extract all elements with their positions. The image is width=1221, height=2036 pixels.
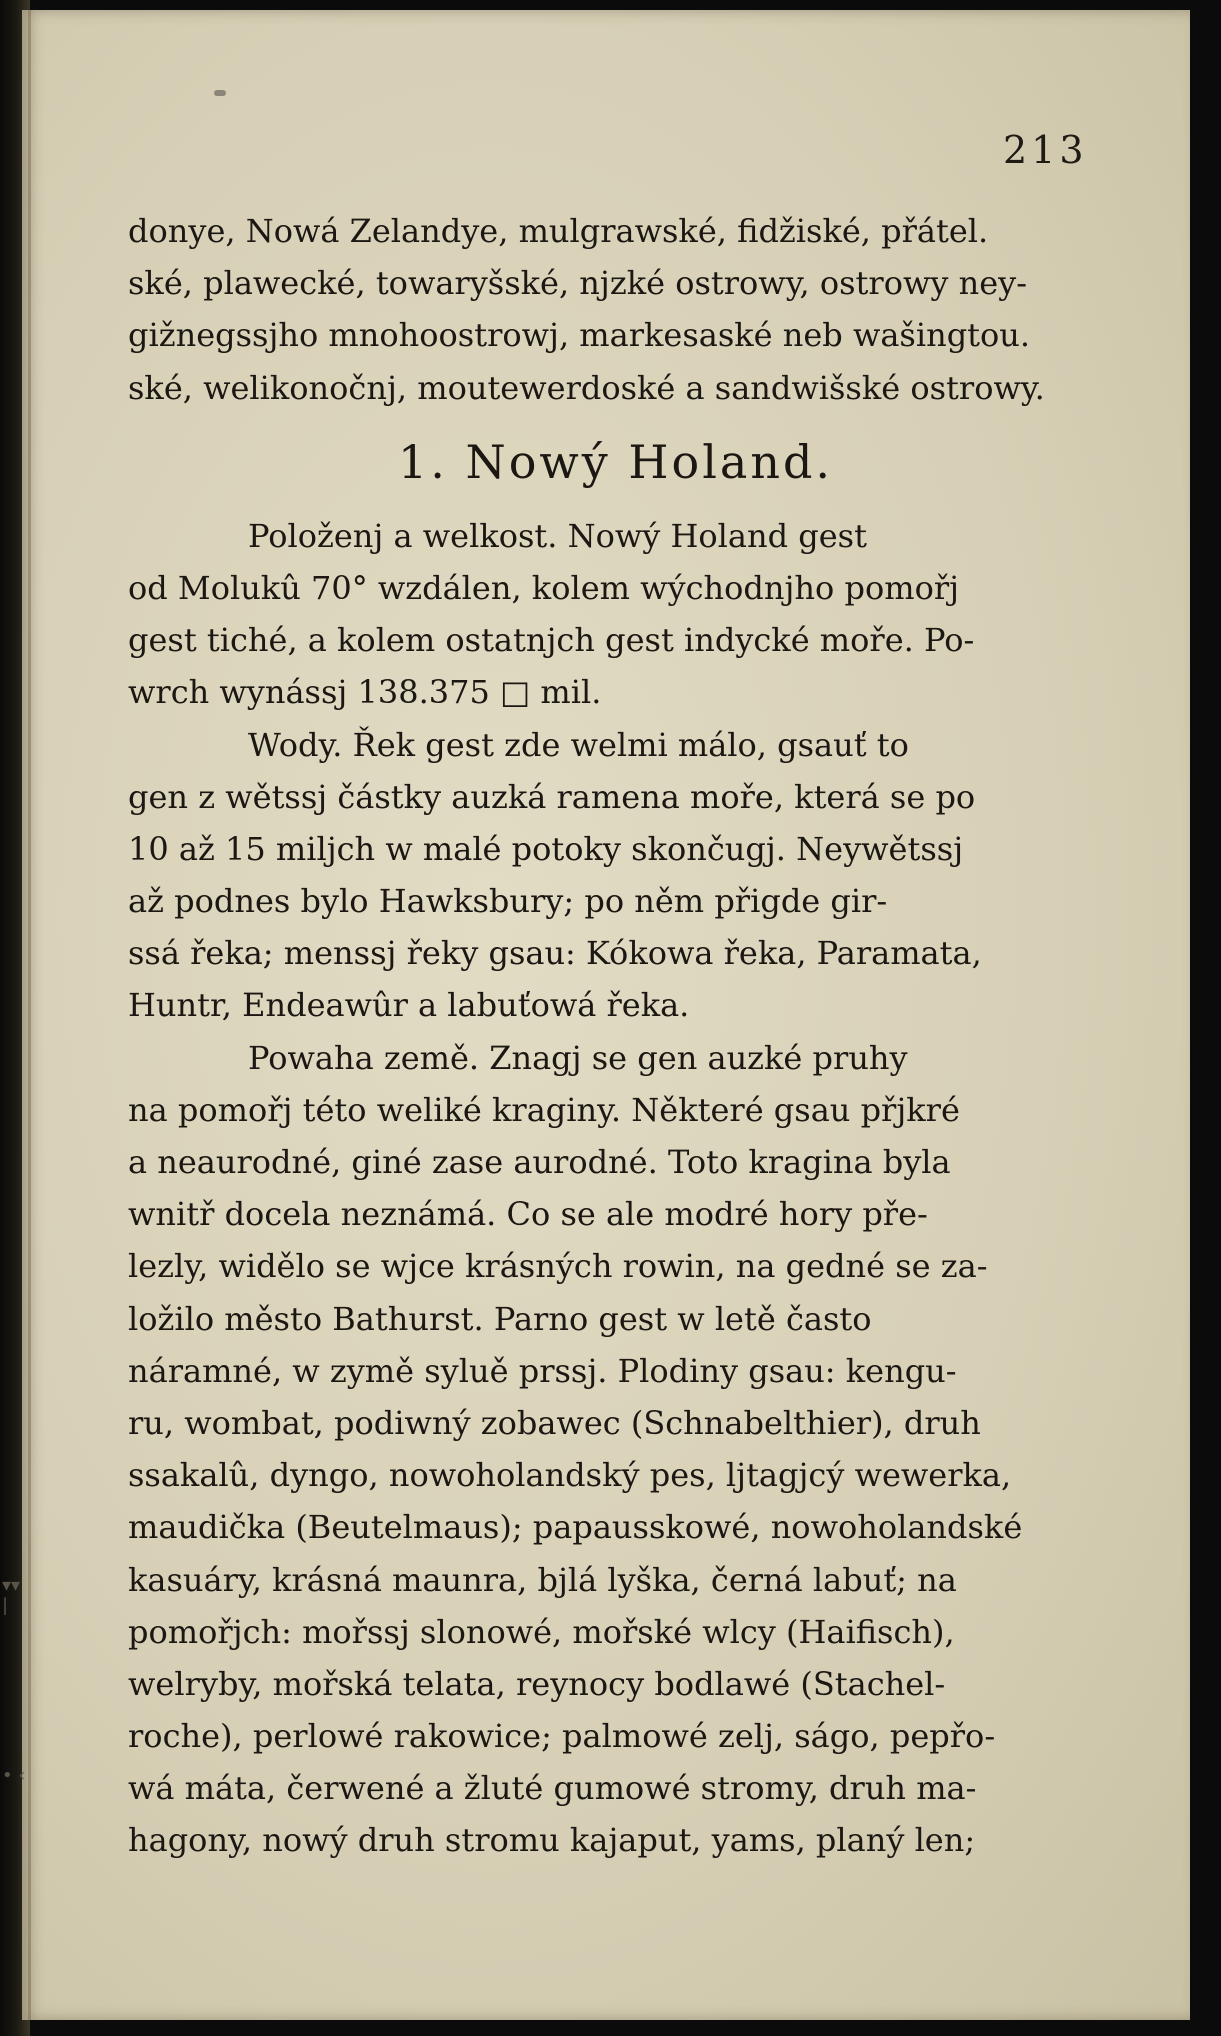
text-line: gen z wětssj částky auzká ramena moře, která se po (128, 777, 976, 816)
text-line: kasuáry, krásná maunra, bjlá lyška, černá labuť; na (128, 1560, 957, 1599)
page-number: 213 (1003, 128, 1088, 172)
paragraph-first-line: Položenj a welkost. Nowý Holand gest (248, 516, 867, 555)
margin-mark: | (2, 1595, 9, 1616)
text-line: a neaurodné, giné zase aurodné. Toto kragina byla (128, 1143, 951, 1181)
paper-speck (214, 90, 226, 96)
text-line: welryby, mořská telata, reynocy bodlawé (Stachel- (128, 1664, 946, 1703)
text-line: wnitř docela neznámá. Co se ale modré hory pře- (128, 1195, 928, 1234)
margin-mark: • ‹ (2, 1765, 26, 1786)
text-line: pomořjch: mořssj slonowé, mořské wlcy (Haifisch), (128, 1612, 955, 1651)
text-line: na pomořj této weliké kraginy. Některé gsau přjkré (128, 1090, 960, 1129)
text-line: gižnegssjho mnohoostrowj, markesaské neb wašingtou. (128, 316, 1031, 355)
book-page (22, 10, 1190, 2020)
text-line: ru, wombat, podiwný zobawec (Schnabelthier), druh (128, 1403, 981, 1442)
text-line: ské, plawecké, towaryšské, njzké ostrowy, ostrowy ney- (128, 264, 1028, 303)
page-fold (28, 10, 31, 2020)
page-text (128, 205, 1093, 1867)
section-title: 1. Nowý Holand. (397, 434, 834, 489)
margin-mark: ▾▾ (2, 1575, 21, 1596)
text-line: wrch wynássj 138.375 □ mil. (128, 673, 602, 712)
text-line: hagony, nowý druh stromu kajaput, yams, planý len; (128, 1821, 976, 1860)
text-line: roche), perlowé rakowice; palmowé zelj, ságo, pepřo- (128, 1717, 996, 1756)
text-line: náramné, w zymě syluě prssj. Plodiny gsau: kengu- (128, 1351, 957, 1390)
text-line: Huntr, Endeawûr a labuťowá řeka. (128, 986, 690, 1025)
text-line: gest tiché, a kolem ostatnjch gest indycké moře. Po- (128, 621, 975, 660)
text-line: 10 až 15 miljch w malé potoky skončugj. Neywětssj (128, 829, 964, 868)
text-line: donye, Nowá Zelandye, mulgrawské, fidžiské, přátel. (128, 212, 989, 250)
text-line: maudička (Beutelmaus); papausskowé, nowoholandské (128, 1508, 1023, 1547)
text-line: od Molukû 70° wzdálen, kolem wýchodnjho pomořj (128, 568, 960, 607)
text-line: lezly, widělo se wjce krásných rowin, na gedné se za- (128, 1247, 988, 1286)
text-line: wá máta, čerwené a žluté gumowé stromy, druh ma- (128, 1769, 977, 1808)
paragraph-first-line: Powaha země. Znagj se gen auzké pruhy (248, 1038, 908, 1077)
text-line: až podnes bylo Hawksbury; po něm přigde gir- (128, 882, 888, 921)
text-line: ložilo město Bathurst. Parno gest w letě často (128, 1299, 872, 1338)
text-line: ssakalû, dyngo, nowoholandský pes, ljtagjcý wewerka, (128, 1456, 1012, 1495)
paragraph-first-line: Wody. Řek gest zde welmi málo, gsauť to (248, 725, 909, 764)
text-line: ské, welikonočnj, moutewerdoské a sandwišské ostrowy. (128, 368, 1045, 407)
text-line: ssá řeka; menssj řeky gsau: Kókowa řeka, Paramata, (128, 934, 982, 973)
